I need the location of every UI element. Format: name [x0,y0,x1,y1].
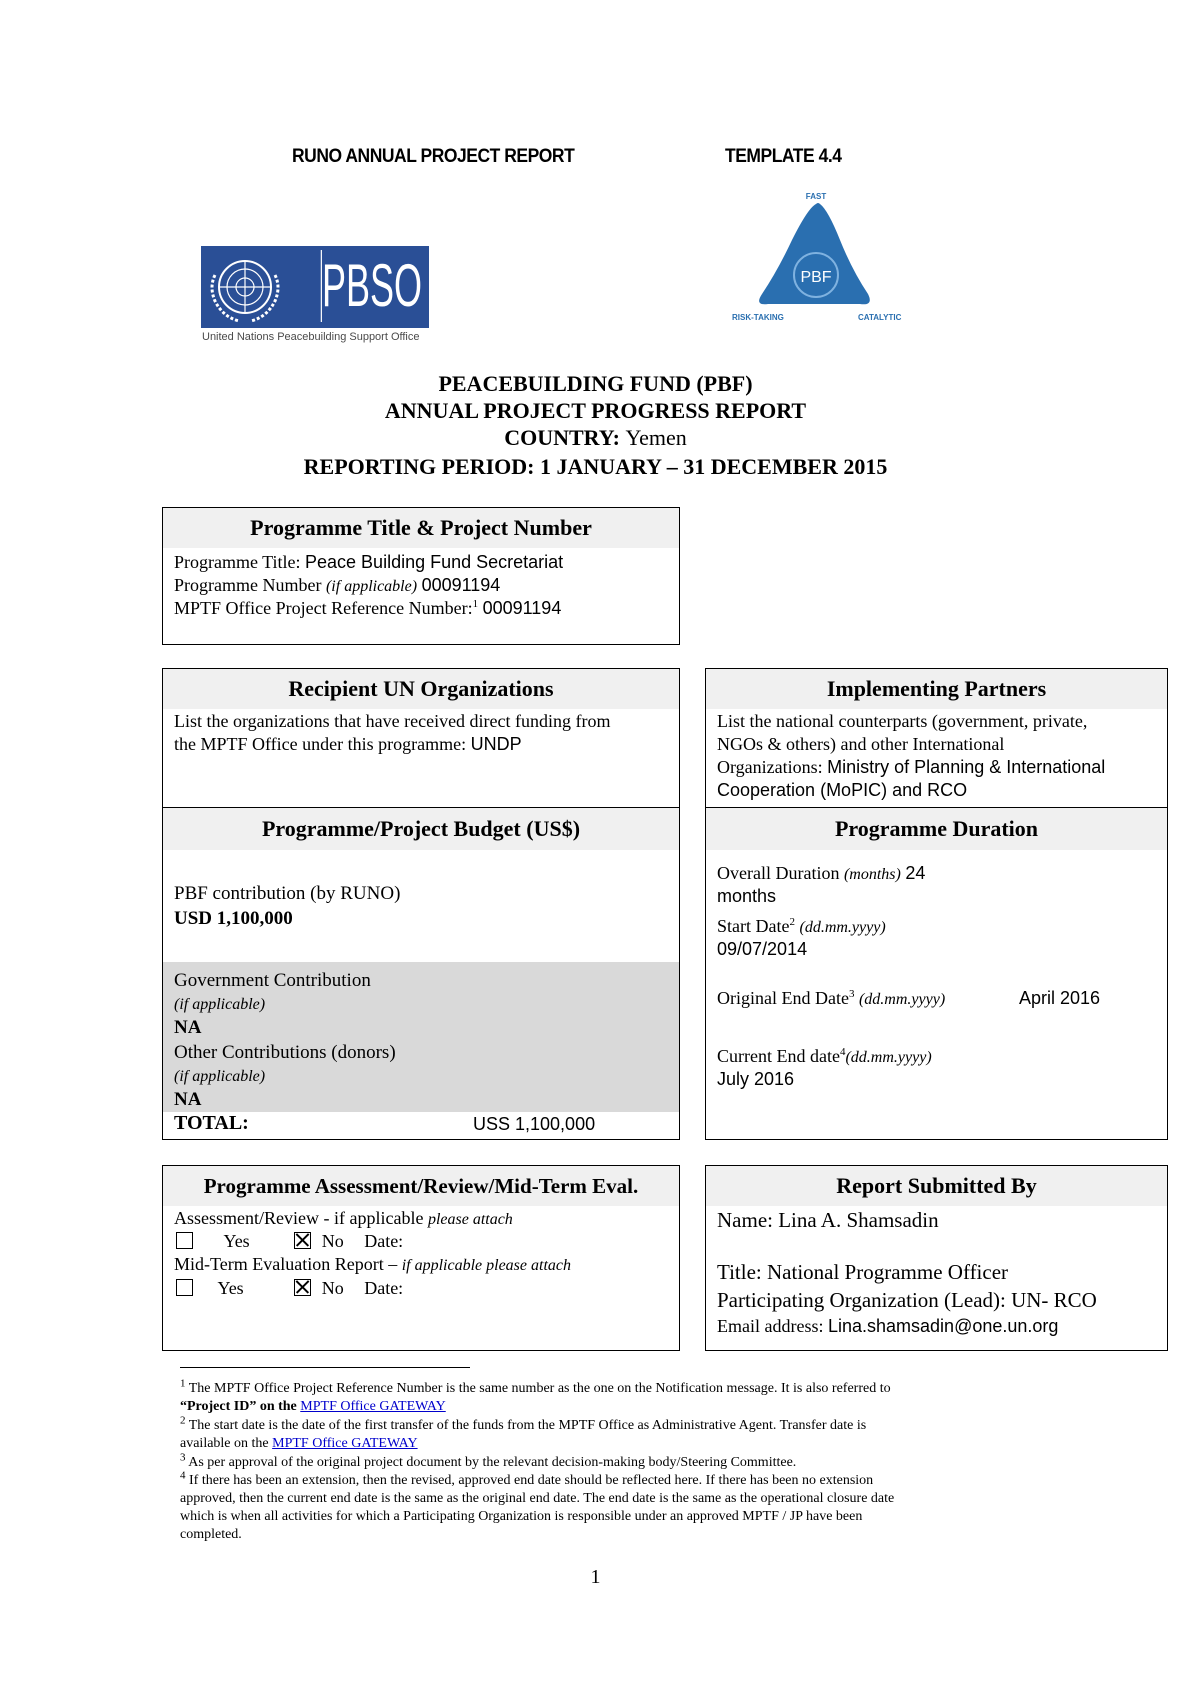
title-line-1: PEACEBUILDING FUND (PBF) [438,371,753,396]
midterm-yes-label: Yes [217,1278,244,1298]
midterm-no-checkbox[interactable] [294,1279,311,1296]
partners-value-2: Cooperation (MoPIC) and RCO [717,780,968,800]
review-no-label: No [321,1231,344,1251]
start-date-label: Start Date [717,916,790,936]
footnote-4-line-1: If there has been an extension, then the revised, approved end date should be reflected here. If there has been no extension [189,1473,874,1488]
overall-duration-row [717,863,925,884]
footnote-3-text: As per approval of the original project document by the relevant decision-making body/Steering Committee. [188,1455,797,1470]
assessment-review-suffix: - if applicable [318,1208,428,1228]
submitted-box [705,1165,1168,1351]
recipient-box [162,668,680,808]
programme-number-row [174,575,500,596]
pbf-contribution-value: USD 1,100,000 [174,908,293,929]
partners-box [705,668,1168,808]
submitter-email-label: Email address: [717,1316,824,1336]
assessment-review-label: Assessment/Review [174,1208,319,1228]
start-date-row [717,916,886,937]
submitter-name-label: Name: [717,1208,773,1232]
review-no-checkbox[interactable] [294,1232,311,1249]
submitter-title-row [717,1260,1008,1285]
country-value: Yemen [625,425,687,450]
programme-number-label: Programme Number [174,575,322,595]
un-emblem-icon [205,247,285,327]
footnote-1-text: The MPTF Office Project Reference Number is the same number as the one on the Notification message. It is also referred to [188,1381,891,1396]
recipient-line-2 [174,734,522,755]
original-end-date-value: April 2016 [1019,988,1101,1008]
country-label: COUNTRY: [504,425,620,450]
pbso-letters [287,250,425,322]
partners-line-3 [717,757,1105,778]
submitter-email-row [717,1316,1058,1337]
contributions-shaded-area [163,962,679,1112]
mptf-footnote-ref: 1 [472,598,479,610]
partners-heading: Implementing Partners [706,669,1167,709]
programme-heading: Programme Title & Project Number [163,508,679,548]
duration-box [705,807,1168,1140]
footnote-4-line-2: approved, then the current end date is the same as the original end date. The end date is the same as the operational closure date [180,1491,895,1506]
submitter-org-row [717,1288,1097,1313]
pbso-logo-caption: United Nations Peacebuilding Support Office [202,331,420,343]
overall-duration-label: Overall Duration [717,863,840,883]
midterm-yes-checkbox[interactable] [176,1279,193,1296]
total-label: TOTAL: [174,1112,249,1134]
footnote-1-number: 1 [180,1377,186,1390]
programme-title-row [174,552,563,573]
title-line-2: ANNUAL PROJECT PROGRESS REPORT [384,398,807,423]
partners-line-3-text: Organizations: [717,757,823,777]
submitter-org-value: UN- RCO [1011,1288,1097,1312]
current-end-date-label: Current End date [717,1046,840,1066]
government-contribution-value: NA [174,1017,202,1038]
title-country [0,425,1191,451]
footnote-4 [180,1469,1010,1544]
recipient-value: UNDP [470,734,522,754]
submitter-name-value: Lina A. Shamsadin [778,1208,939,1232]
overall-duration-value: 24 [905,863,926,883]
pbf-contribution-label: PBF contribution (by RUNO) [174,883,401,904]
review-yes-label: Yes [223,1231,250,1251]
midterm-date-label: Date: [364,1278,404,1298]
footnote-2-text: The start date is the date of the first transfer of the funds from the MPTF Office as Administrative Agent. Transfer date is [188,1418,867,1433]
other-contributions-value: NA [174,1089,202,1110]
midterm-note: if applicable please attach [401,1257,571,1274]
page-number: 1 [590,1566,601,1588]
programme-title-label: Programme Title: [174,552,301,572]
government-contribution-note: (if applicable) [174,996,266,1013]
pbf-logo [728,190,908,325]
government-contribution-label: Government Contribution [174,970,371,991]
mptf-number-value: 00091194 [482,598,562,618]
partners-value-1: Ministry of Planning & International [827,757,1106,777]
submitter-title-label: Title: [717,1260,762,1284]
total-value: USS 1,100,000 [473,1114,596,1134]
review-yes-checkbox[interactable] [176,1232,193,1249]
duration-heading: Programme Duration [706,808,1167,850]
footnote-separator [180,1367,470,1368]
pbf-logo-top: FAST [805,192,827,201]
programme-number-value: 00091194 [421,575,501,595]
recipient-heading: Recipient UN Organizations [163,669,679,709]
original-end-date-label: Original End Date [717,988,849,1008]
title-reporting-period: REPORTING PERIOD: 1 JANUARY – 31 DECEMBER 2015 [303,454,888,479]
footnote-2-number: 2 [180,1414,186,1427]
pbf-logo-left: RISK-TAKING [732,313,784,322]
footnote-1-link[interactable]: MPTF Office GATEWAY [300,1399,446,1414]
assessment-review-note: please attach [427,1211,513,1228]
footnote-4-line-3: which is when all activities for which a Participating Organization is responsible under an approved MPTF / JP have been [180,1509,863,1524]
midterm-no-label: No [321,1278,344,1298]
midterm-row [174,1254,571,1275]
start-date-value: 09/07/2014 [717,939,808,959]
footnote-1 [180,1377,1010,1416]
review-date-label: Date: [364,1231,404,1251]
midterm-options [176,1278,403,1299]
footnote-2-link[interactable]: MPTF Office GATEWAY [272,1436,418,1451]
overall-duration-unit: months [717,886,777,906]
submitter-org-label: Participating Organization (Lead): [717,1288,1006,1312]
mptf-number-label: MPTF Office Project Reference Number: [174,598,473,618]
assessment-review-options [176,1231,403,1252]
assessment-heading: Programme Assessment/Review/Mid-Term Eval. [163,1166,679,1206]
current-end-date-value: July 2016 [717,1069,795,1089]
budget-box [162,807,680,1140]
assessment-box [162,1165,680,1351]
overall-duration-note: (months) [843,866,901,883]
current-end-date-footnote-ref: 4 [839,1046,846,1058]
other-contributions-label: Other Contributions (donors) [174,1042,396,1063]
programme-box [162,507,680,645]
original-end-date-footnote-ref: 3 [848,988,855,1000]
template-number-header: TEMPLATE 4.4 [725,146,842,167]
footnote-4-line-4: completed. [180,1527,242,1542]
partners-line-2: NGOs & others) and other International [717,734,1005,754]
partners-line-1: List the national counterparts (government, private, [717,711,1088,731]
current-end-date-note: (dd.mm.yyyy) [845,1049,932,1066]
pbso-logo [201,246,429,328]
footnote-2-text-2: available on the [180,1436,269,1451]
original-end-date-note: (dd.mm.yyyy) [858,991,946,1008]
footnote-2 [180,1414,1010,1453]
original-end-date-row [717,988,945,1009]
start-date-note: (dd.mm.yyyy) [799,919,886,936]
footnote-3 [180,1451,1010,1472]
submitted-heading: Report Submitted By [706,1166,1167,1206]
other-contributions-note: (if applicable) [174,1068,266,1085]
assessment-review-row [174,1208,513,1229]
current-end-date-row [717,1046,932,1067]
footnote-4-number: 4 [180,1469,186,1482]
recipient-line-1: List the organizations that have received direct funding from [174,711,611,731]
programme-number-note: (if applicable) [325,578,418,595]
submitter-title-value: National Programme Officer [767,1260,1009,1284]
mptf-number-row [174,598,561,619]
report-type-header: RUNO ANNUAL PROJECT REPORT [292,146,575,167]
start-date-footnote-ref: 2 [789,916,795,928]
footnote-1-bold: “Project ID” on the [180,1399,297,1414]
submitter-name-row [717,1208,939,1233]
budget-heading: Programme/Project Budget (US$) [163,808,679,850]
pbso-logo-text: PBSO [321,250,422,322]
programme-title-value: Peace Building Fund Secretariat [305,552,564,572]
midterm-label: Mid-Term Evaluation Report – [174,1254,402,1274]
footnote-3-number: 3 [180,1451,186,1464]
recipient-line-2-text: the MPTF Office under this programme: [174,734,467,754]
pbf-logo-center: PBF [800,269,832,286]
pbf-logo-right: CATALYTIC [858,313,902,322]
submitter-email-value[interactable]: Lina.shamsadin@one.un.org [827,1316,1059,1336]
